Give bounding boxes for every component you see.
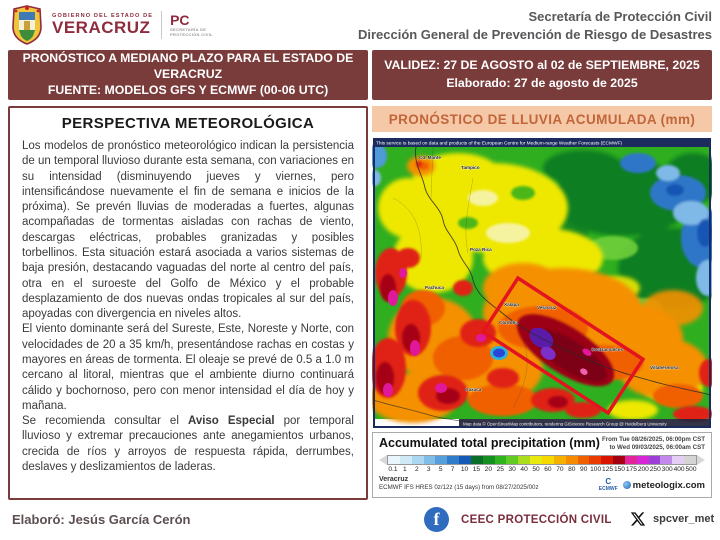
- precipitation-map-graphic: [372, 138, 712, 428]
- elaboro-credit: Elaboró: Jesús García Cerón: [12, 512, 191, 527]
- legend-ticks: 0.1 1 2 3 5 7 10 15 20 25 30 40 50 60 70 80 90 100 125 150 175 200 250 300 400 500: [388, 466, 697, 474]
- svg-text:Córdoba: Córdoba: [499, 320, 518, 325]
- logo-divider: [161, 11, 162, 39]
- validity-line: VALIDEZ: 27 DE AGOSTO al 02 de SEPTIEMBRE, 2025: [384, 58, 700, 73]
- pc-logo: [170, 13, 222, 37]
- elaborated-line: Elaborado: 27 de agosto de 2025: [446, 76, 638, 90]
- svg-text:Pachuca: Pachuca: [425, 285, 444, 290]
- precipitation-map: [372, 138, 712, 428]
- legend-scale: [387, 455, 697, 465]
- legend-title: Accumulated total precipitation (mm): [379, 436, 600, 450]
- perspective-paragraph-3: Se recomienda consultar el Aviso Especial por temporal lluvioso y extremar precauciones ante anegamientos urbanos, crecida de ríos y arroyos de respuesta rápida, derrumbes, deslaves y deslizamientos de laderas.: [22, 415, 354, 473]
- facebook-icon: f: [424, 507, 449, 532]
- perspective-body: [22, 139, 354, 475]
- svg-text:Coatzacoalcos: Coatzacoalcos: [591, 347, 624, 352]
- gov-big-text: VERACRUZ: [52, 18, 151, 38]
- map-disclaimer: This service is based on data and products of the European Centre for Medium-range Weather Forecasts (ECMWF): [376, 141, 622, 147]
- svg-text:Poza Rica: Poza Rica: [470, 247, 492, 252]
- svg-text:Tampico: Tampico: [461, 165, 480, 170]
- pc-logo-subtext: SECRETARÍA DE PROTECCIÓN CIVIL: [170, 27, 213, 37]
- gov-small-text: GOBIERNO DEL ESTADO DE: [52, 12, 154, 19]
- precipitation-legend: [372, 432, 712, 498]
- perspective-title: PERSPECTIVA METEOROLÓGICA: [61, 115, 315, 132]
- svg-text:Xalapa: Xalapa: [504, 302, 519, 307]
- x-twitter-icon: [630, 511, 646, 527]
- veracruz-coat-of-arms-icon: [10, 5, 44, 45]
- forecast-title-banner: [8, 50, 368, 100]
- legend-dates: [602, 436, 705, 452]
- legend-model-line: ECMWF IFS HRES 0z/12z (15 days) from 08/27/2025/00z: [379, 484, 539, 492]
- legend-logos: [599, 478, 705, 492]
- facebook-link[interactable]: [424, 507, 612, 532]
- svg-text:Oaxaca: Oaxaca: [465, 387, 482, 392]
- secretaria-line1: Secretaría de Protección Civil: [528, 9, 712, 24]
- rain-panel-header: PRONÓSTICO DE LLUVIA ACUMULADA (mm): [372, 106, 712, 132]
- legend-arrow-left: [379, 455, 387, 465]
- perspective-paragraph-2: El viento dominante será del Sureste, Este, Noreste y Norte, con velocidades de 20 a 35 km/h, presentándose rachas en costas y mayores en áreas de tormenta. El oleaje se prevé de 0.5 a 1.0 m cercano al litoral, mientras que el ambiente diurno continuará cálido y bochornoso, pero con menor intensidad el día de hoy y mañana.: [22, 323, 354, 412]
- secretaria-header: [358, 8, 712, 43]
- perspective-panel: [8, 106, 368, 500]
- svg-text:Villahermosa: Villahermosa: [650, 365, 679, 370]
- x-handle: spcver_met: [653, 513, 715, 525]
- gov-wordmark: [52, 14, 153, 37]
- facebook-handle: CEEC PROTECCIÓN CIVIL: [461, 513, 612, 526]
- aviso-especial-emphasis: Aviso Especial: [187, 415, 275, 428]
- map-credit: Map data © OpenStreetMap contributors, rendering GIScience Research Group @ Heidelberg University: [463, 421, 667, 427]
- legend-region: Veracruz: [379, 476, 409, 484]
- meteologix-logo: meteologix.com: [623, 480, 705, 491]
- validity-banner: [372, 50, 712, 100]
- globe-icon: [623, 481, 631, 489]
- legend-model-info: [379, 475, 539, 492]
- forecast-title-line1: PRONÓSTICO A MEDIANO PLAZO PARA EL ESTADO DE VERACRUZ: [22, 51, 354, 82]
- top-header: [0, 0, 720, 48]
- secretaria-line2: Dirección General de Prevención de Riesgo de Desastres: [357, 26, 712, 42]
- svg-text:Veracruz: Veracruz: [537, 305, 557, 310]
- legend-arrow-right: [697, 455, 705, 465]
- legend-date-to: to Wed 09/03/2025, 06:00am CST: [609, 444, 705, 452]
- veracruz-logo: [10, 5, 222, 45]
- svg-text:Cd. Mante: Cd. Mante: [419, 155, 441, 160]
- legend-date-from: From Tue 08/26/2025, 06:00pm CST: [601, 436, 705, 443]
- pc-logo-text: PC: [170, 11, 190, 28]
- perspective-paragraph-1: Los modelos de pronóstico meteorológico indican la persistencia de un temporal lluvioso durante esta semana, con variaciones en su intensidad (disminuyendo jueves y viernes, pero intensificándose nuevamente el fin de semana e inicios de la próxima). Se prevén lluvias de moderadas a fuertes, algunas acompañadas de tormentas aisladas con rachas de viento, descargas eléctricas, probables granizadas y posibles torbellinos. Esta situación estará asociada a varios sistemas de baja presión, destacando vaguadas del norte al centro del país, otra en el suroeste del Golfo de México y el probable desplazamiento de dos nuevas ondas tropicales al sur del país, apoyadas con divergencia en niveles altos.: [22, 140, 354, 321]
- forecast-source-line: FUENTE: MODELOS GFS Y ECMWF (00-06 UTC): [47, 82, 329, 97]
- ecmwf-logo: C ECMWF: [598, 476, 618, 492]
- x-twitter-link[interactable]: [630, 511, 714, 527]
